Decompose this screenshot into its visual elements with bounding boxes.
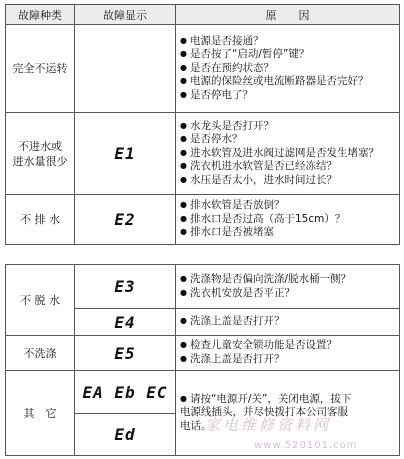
reason-item: 电源线插头，并尽快拨打本公司客服 (180, 406, 348, 419)
reason-item: ● 进水软管及进水阀过滤网是否发生堵塞？ (180, 147, 399, 161)
fault-reasons (176, 25, 400, 113)
reason-item: ● 排水口是否被堵塞 (180, 226, 399, 240)
table-row (6, 265, 400, 309)
reason-item: ● 洗衣机进水软管是否已经冻结？ (180, 160, 399, 174)
fault-table-2 (5, 264, 400, 456)
fault-category: 不进水或 进水量很少 (6, 113, 75, 195)
reason-item: ● 洗涤物是否偏向洗涤/脱水桶一侧？ (180, 273, 399, 287)
reason-item: ● 是否按了“启动/暂停”键？ (180, 48, 399, 62)
reason-item: 电话。 (180, 419, 212, 432)
fault-reasons (176, 195, 400, 245)
fault-reasons (176, 113, 400, 195)
table-row (6, 113, 400, 195)
table-row (6, 371, 400, 414)
reason-item: ● 请按“电源开/关”，关闭电源，拔下 (180, 393, 399, 407)
fault-code: EA Eb EC (75, 371, 176, 414)
reason-item: ● 洗涤上盖是否打开？ (180, 353, 399, 367)
reason-item: ● 电源的保险丝或电流断路器是否完好？ (180, 75, 399, 89)
fault-reasons (176, 265, 400, 309)
fault-code: E1 (75, 113, 176, 195)
reason-item: ● 洗涤上盖是否打开？ (180, 315, 399, 329)
reason-item: ● 是否停水？ (180, 133, 399, 147)
reason-item: ● 电源是否接通？ (180, 35, 399, 49)
reason-item: ● 水压是否太小，进水时间过长？ (180, 174, 399, 188)
table-row (6, 25, 400, 113)
fault-code: Ed (75, 414, 176, 456)
header-category: 故障种类 (6, 5, 75, 25)
fault-code: E5 (75, 336, 176, 371)
fault-code: E2 (75, 195, 176, 245)
reason-item: ● 是否停电了？ (180, 89, 399, 103)
fault-category: 不 排 水 (6, 195, 75, 245)
watermark-text: 家电维修资料网 (205, 416, 332, 434)
fault-reasons (176, 309, 400, 336)
header-display: 故障显示 (75, 5, 176, 25)
fault-code: E4 (75, 309, 176, 336)
reason-item: ● 检查儿童安全锁功能是否设置？ (180, 339, 399, 353)
fault-table-1 (5, 4, 400, 245)
reason-item: ● 洗衣机安放是否平正？ (180, 287, 399, 301)
reason-item: ● 水龙头是否打开？ (180, 120, 399, 134)
fault-category: 其 它 (6, 371, 75, 456)
header-reason: 原 因 (176, 5, 400, 25)
fault-category: 不 脱 水 (6, 265, 75, 336)
fault-reasons (176, 336, 400, 371)
fault-category: 不洗涤 (6, 336, 75, 371)
fault-category: 完全不运转 (6, 25, 75, 113)
reason-item: ● 是否在预约状态？ (180, 62, 399, 76)
header-row (6, 5, 400, 25)
watermark-url: www.520101.com (254, 440, 358, 451)
table-row (6, 336, 400, 371)
reason-item: ● 排水口是否过高（高于15cm）？ (180, 213, 399, 227)
fault-code (75, 25, 176, 113)
reason-item: ● 排水软管是否放倒？ (180, 199, 399, 213)
table-row (6, 195, 400, 245)
fault-code: E3 (75, 265, 176, 309)
